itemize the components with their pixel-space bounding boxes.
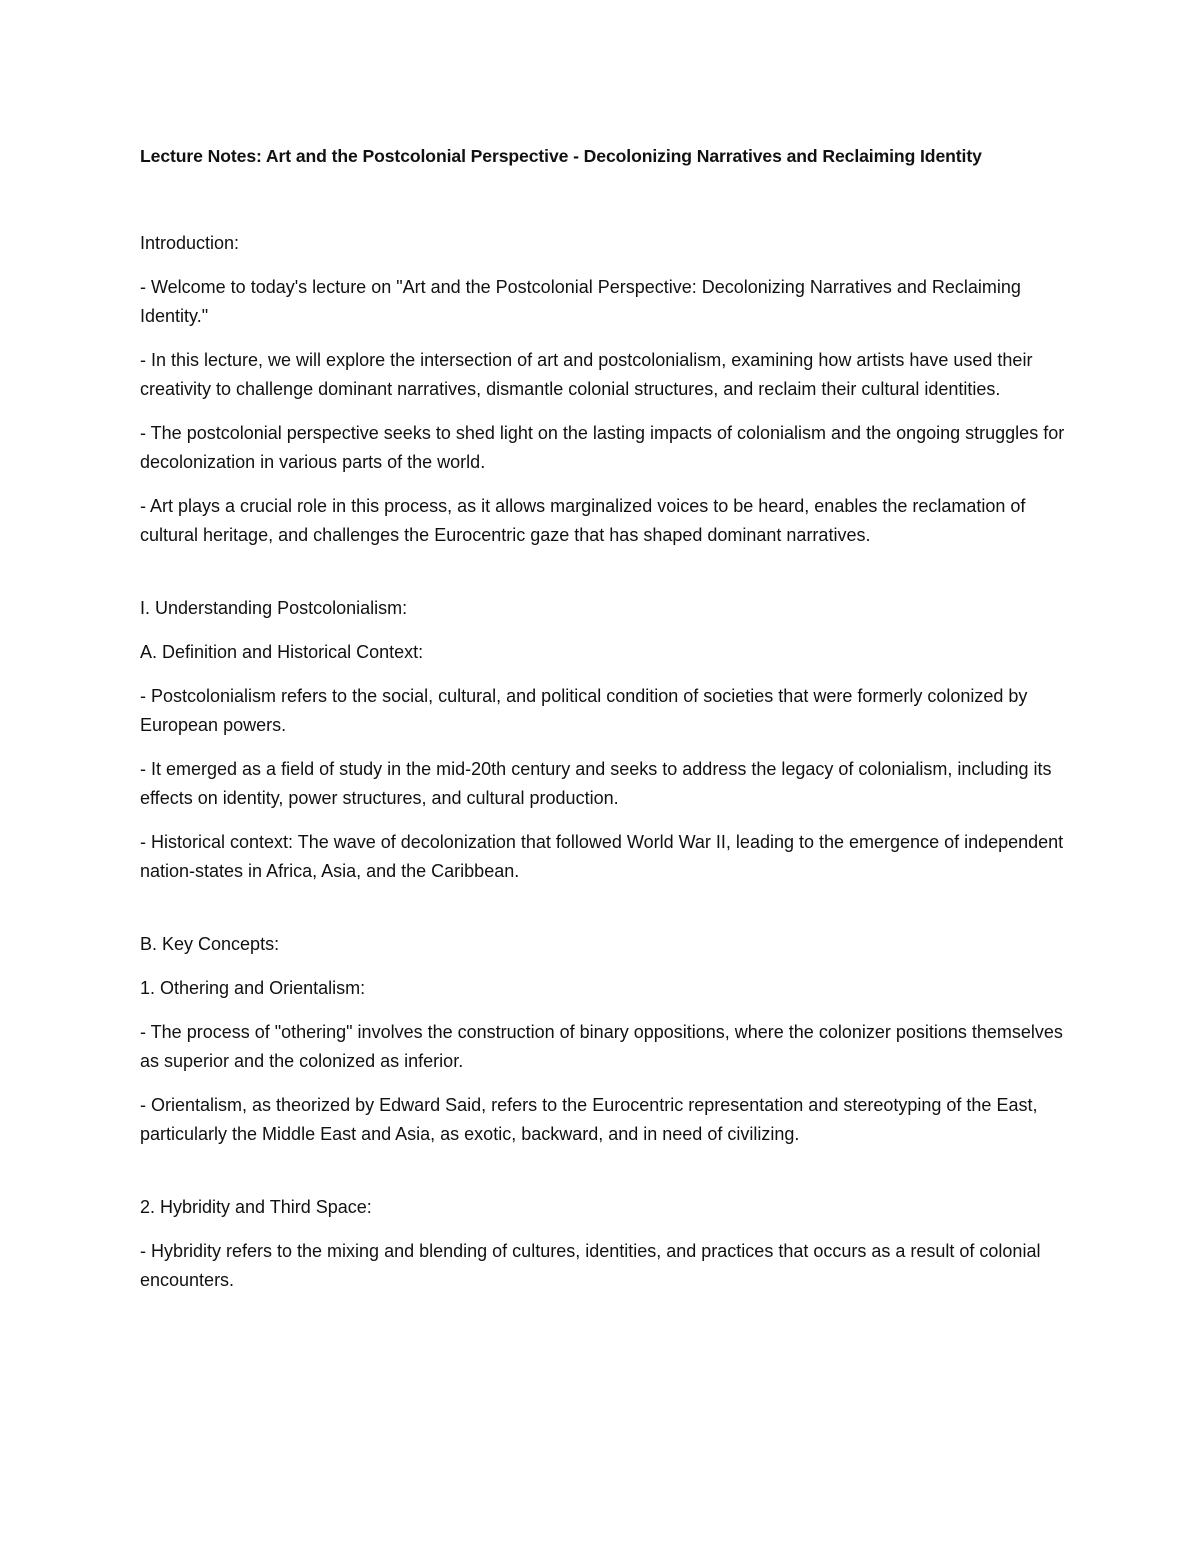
concept-1-bullet-2: - Orientalism, as theorized by Edward Said, refers to the Eurocentric representation and stereotyping of the East, particularly the Middle East and Asia, as exotic, backward, and in need of civilizing. bbox=[140, 1095, 1038, 1144]
section-1a-bullet-2: - It emerged as a field of study in the mid-20th century and seeks to address the legacy of colonialism, including its effects on identity, power structures, and cultural production. bbox=[140, 759, 1052, 808]
section-1-heading: I. Understanding Postcolonialism: bbox=[140, 598, 408, 618]
concept-1-bullet-1: - The process of "othering" involves the construction of binary oppositions, where the colonizer positions themselves as superior and the colonized as inferior. bbox=[140, 1022, 1063, 1071]
section-1b-heading: B. Key Concepts: bbox=[140, 934, 280, 954]
section-1a-heading: A. Definition and Historical Context: bbox=[140, 642, 424, 662]
section-1a-bullet-3: - Historical context: The wave of decolonization that followed World War II, leading to the emergence of independent nation-states in Africa, Asia, and the Caribbean. bbox=[140, 832, 1064, 881]
intro-bullet-3: - The postcolonial perspective seeks to shed light on the lasting impacts of colonialism and the ongoing struggles for decolonization in various parts of the world. bbox=[140, 423, 1065, 472]
intro-bullet-2: - In this lecture, we will explore the intersection of art and postcolonialism, examining how artists have used their creativity to challenge dominant narratives, dismantle colonial structures, and reclaim their cultural identities. bbox=[140, 350, 1033, 399]
section-1a-bullet-1: - Postcolonialism refers to the social, cultural, and political condition of societies that were formerly colonized by European powers. bbox=[140, 686, 1028, 735]
concept-2-bullet-1: - Hybridity refers to the mixing and blending of cultures, identities, and practices that occurs as a result of colonial encounters. bbox=[140, 1241, 1041, 1290]
concept-2-heading: 2. Hybridity and Third Space: bbox=[140, 1197, 372, 1217]
intro-heading: Introduction: bbox=[140, 233, 240, 253]
intro-bullet-4: - Art plays a crucial role in this process, as it allows marginalized voices to be heard, enables the reclamation of cultural heritage, and challenges the Eurocentric gaze that has shaped dominant narratives. bbox=[140, 496, 1026, 545]
intro-bullet-1: - Welcome to today's lecture on "Art and the Postcolonial Perspective: Decolonizing Narratives and Reclaiming Identity." bbox=[140, 277, 1021, 326]
document-title: Lecture Notes: Art and the Postcolonial Perspective - Decolonizing Narratives and Reclaiming Identity bbox=[140, 146, 982, 166]
concept-1-heading: 1. Othering and Orientalism: bbox=[140, 978, 366, 998]
document-page bbox=[140, 142, 1070, 1295]
